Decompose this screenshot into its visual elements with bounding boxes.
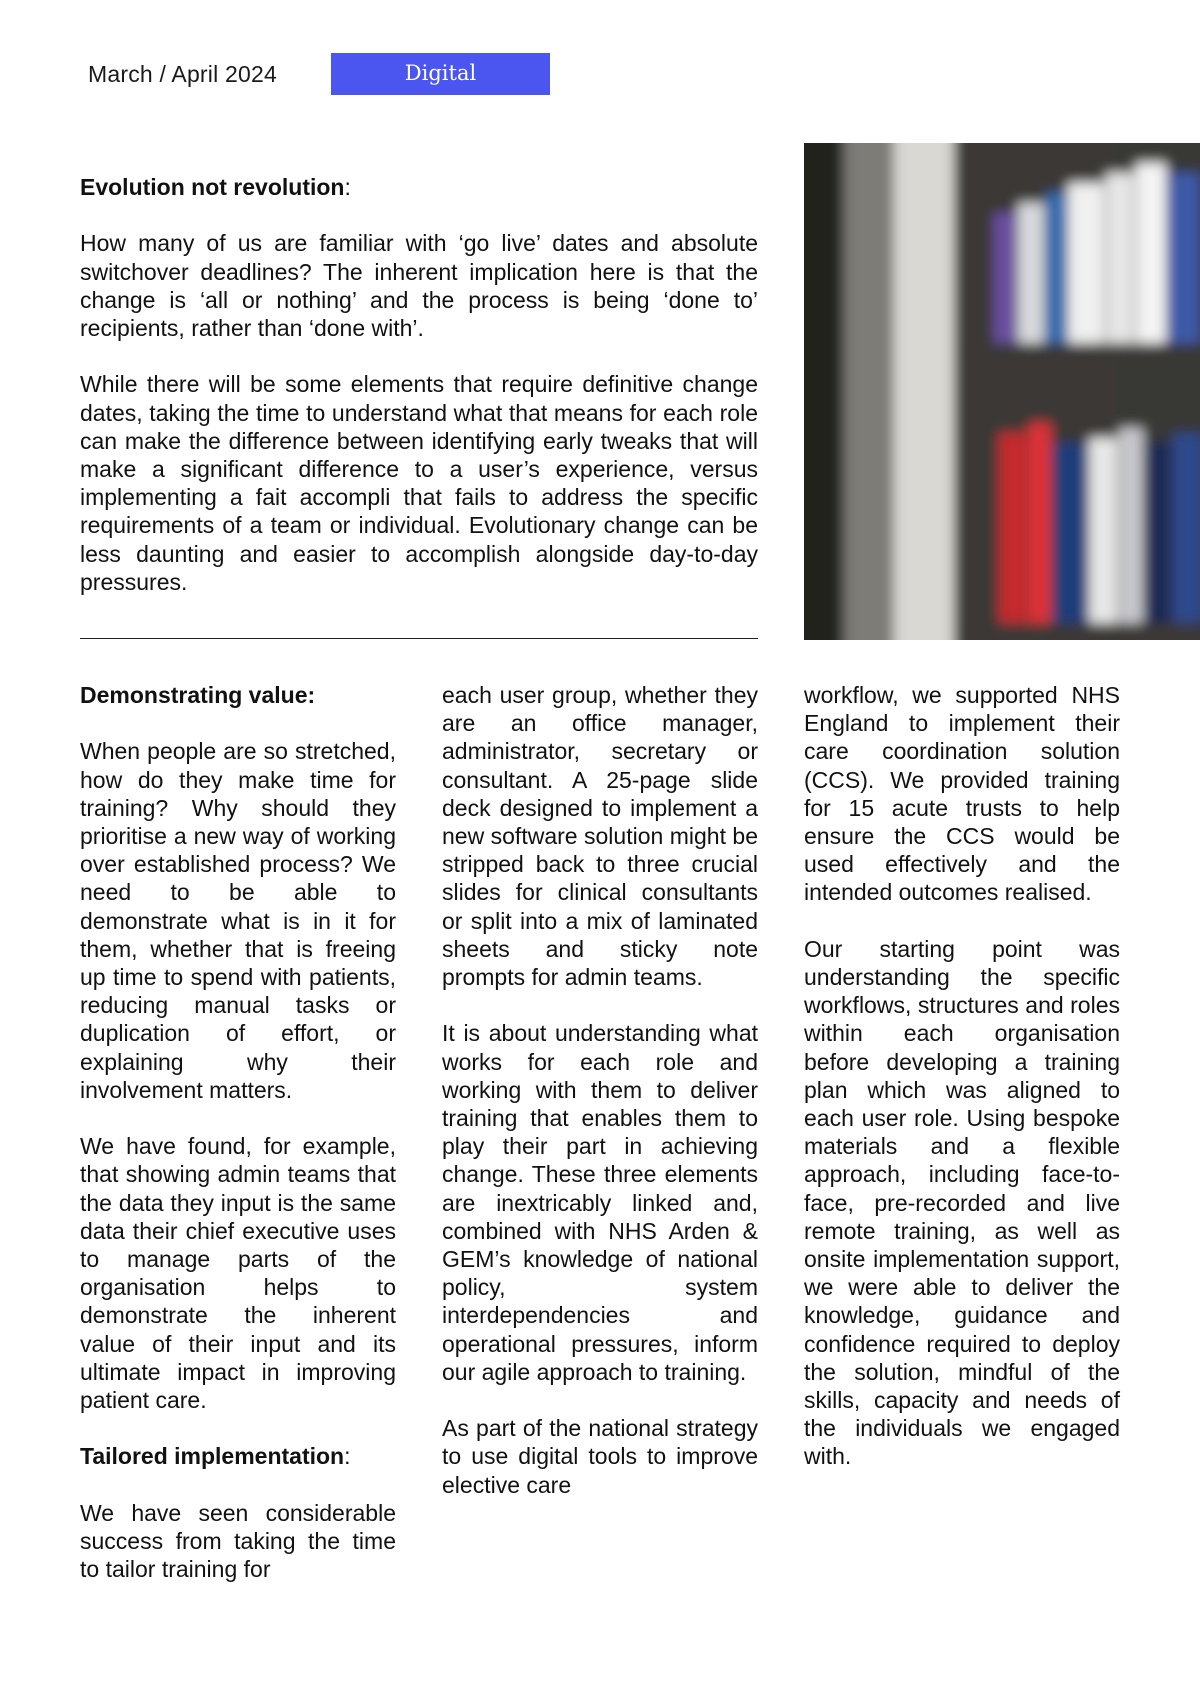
body-paragraph: We have found, for example, that showing admin teams that the data they input is the same data their chief executive uses to manage parts of the organisation helps to demonstrate the inherent value of their input and its ultimate impact in improving patient care. — [80, 1133, 396, 1414]
bookshelf-photo — [804, 143, 1200, 640]
body-paragraph: each user group, whether they are an office manager, administrator, secretary or consultant. A 25-page slide deck designed to implement a new software solution might be stripped back to three crucial slides for clinical consultants or split into a mix of laminated sheets and sticky note prompts for admin teams. — [442, 682, 758, 991]
intro-heading — [80, 173, 758, 201]
body-paragraph: It is about understanding what works for each role and working with them to deliver training that enables them to play their part in achieving change. These three elements are inextricably linked and, combined with NHS Arden & GEM’s knowledge of national policy, system interdependencies and operational pressures, inform our agile approach to training. — [442, 1020, 758, 1385]
section-tag: Digital — [331, 53, 550, 95]
column-1 — [80, 681, 396, 1583]
tailored-heading-colon: : — [344, 1443, 351, 1470]
intro-paragraph: How many of us are familiar with ‘go live’ dates and absolute switchover deadlines? The inherent implication here is that the change is ‘all or nothing’ and the process is being ‘done to’ recipients, rather than ‘done with’. — [80, 230, 758, 341]
demonstrating-value-heading: Demonstrating value: — [80, 682, 316, 708]
section-divider — [80, 638, 758, 639]
issue-date: March / April 2024 — [88, 61, 277, 87]
body-paragraph: As part of the national strategy to use digital tools to improve elective care — [442, 1415, 758, 1498]
column-3 — [804, 681, 1120, 1471]
body-paragraph: We have seen considerable success from taking the time to tailor training for — [80, 1499, 396, 1583]
body-paragraph: Our starting point was understanding the specific workflows, structures and roles within each organisation before developing a training plan which was aligned to each user role. Using bespoke materials and a flexible approach, including face-to-face, pre-recorded and live remote training, as well as onsite implementation support, we were able to deliver the knowledge, guidance and confidence required to deploy the solution, mindful of the skills, capacity and needs of the individuals we engaged with. — [804, 935, 1120, 1470]
intro-heading-text: Evolution not revolution — [80, 174, 345, 200]
tailored-implementation-heading — [80, 1442, 396, 1470]
intro-paragraph: While there will be some elements that require definitive change dates, taking the time to understand what that means for each role can make the difference between identifying early tweaks that will make a significant difference to a user’s experience, versus implementing a fait accompli that fails to address the specific requirements of a team or individual. Evolutionary change can be less daunting and easier to accomplish alongside day-to-day pressures. — [80, 371, 758, 595]
body-paragraph: workflow, we supported NHS England to implement their care coordination solution (CCS). We provided training for 15 acute trusts to help ensure the CCS would be used effectively and the intended outcomes realised. — [804, 682, 1120, 906]
intro-heading-colon: : — [344, 174, 351, 200]
intro-section — [80, 173, 758, 596]
body-paragraph: When people are so stretched, how do they make time for training? Why should they prioritise a new way of working over established process? We need to be able to demonstrate what is in it for them, whether that is freeing up time to spend with patients, reducing manual tasks or duplication of effort, or explaining why their involvement matters. — [80, 738, 396, 1103]
column-2 — [442, 681, 758, 1499]
tailored-heading-text: Tailored implementation — [80, 1443, 345, 1470]
